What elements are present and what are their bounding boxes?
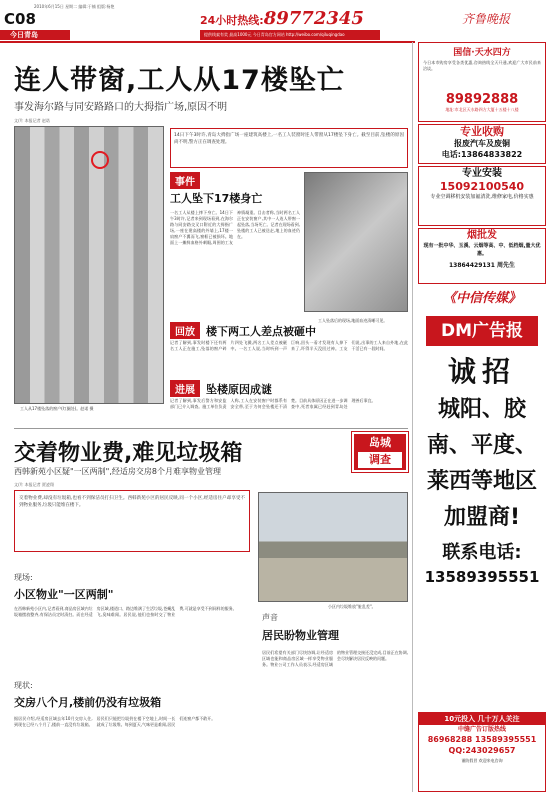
lead-section-replay <box>170 322 316 339</box>
ad-scrap-title: 专业收购 <box>460 125 504 138</box>
section-tag: 回放 <box>170 322 200 339</box>
section-heading: 楼下两工人差点被砸中 <box>206 324 316 338</box>
story-divider <box>14 428 408 429</box>
ad-dm-title: DM广告报 <box>426 316 538 346</box>
sub-links: 提供线索有奖 最高1000元 今日青岛官方网站 http://weibo.com/qiluqingdao <box>200 30 380 40</box>
second-section-status-body: 据居民介绍,经适房区域去年10月交房入住,到现在已经八个月了,楼前一直没有垃圾箱。居民们只能把垃圾扔在楼下空地上,时间一长就成了垃圾堆。每到夏天,气味更是难闻,居民们连窗户都不敢开。 <box>14 716 216 727</box>
section-small-heading: 声音 <box>262 613 278 622</box>
ad-seam-phones: 86968288 13589395551 QQ:243029657 <box>427 735 537 755</box>
lead-photo-1 <box>14 126 164 404</box>
hotline <box>200 8 364 29</box>
ad-dm-areas: 城阳、胶南、平度、莱西等地区加盟商! <box>426 397 537 530</box>
lead-title: 连人带窗,工人从17楼坠亡 <box>14 65 345 96</box>
badge-bottom: 调查 <box>358 452 402 468</box>
ad-tobacco-phone: 13864429131 周先生 <box>448 262 515 269</box>
ad-property-phone: 89892888 <box>445 92 519 107</box>
second-byline: 文/片 本报记者 贾凌翔 <box>14 482 54 487</box>
second-section-status <box>14 680 161 710</box>
ad-installation[interactable] <box>418 166 546 226</box>
brand-logo: 齐鲁晚报 <box>462 12 511 26</box>
lead-section-event-body: 一名工人从楼上摔下身亡。14日下午3时许,记者来到现场看到,在海尔路与同安路交叉口附近的大拇指广场,一座在建高楼的外墙上,17楼一扇窗户不翼而飞,窗框已被损坏。地面上一摊鲜血格外刺眼,周围的工友神情凝重。目击者称,当时两名工人正在安装窗户,其中一人连人带窗一起坠落,当场死亡。记者在现场看到,坠楼的工人已被送走,地上的血迹仍在。 <box>170 210 300 245</box>
section-small-heading: 现状: <box>14 681 33 690</box>
lead-photo-1-caption: 工人从17楼坠落的窗户(红圈处)。赵诺 摄 <box>20 406 94 411</box>
page-header <box>0 0 550 42</box>
second-photo <box>258 492 408 602</box>
second-section-scene <box>14 572 113 602</box>
ad-tobacco[interactable] <box>418 228 546 284</box>
section-heading: 坠楼原因成谜 <box>206 382 272 396</box>
column-divider <box>412 42 413 792</box>
lead-photo-2-caption: 工人坠落后的现场,地面血迹清晰可见。 <box>318 318 388 323</box>
badge-top: 岛城 <box>369 436 391 449</box>
section-small-heading: 现场: <box>14 573 33 582</box>
section-tag: 进展 <box>170 380 200 397</box>
lead-section-event-heading: 工人坠下17楼身亡 <box>170 192 263 205</box>
hotline-number: 89772345 <box>263 8 364 29</box>
island-survey-badge <box>352 432 408 472</box>
section-name: 今日青岛 <box>10 31 38 39</box>
ad-scrap-phone: 电话:13864833822 <box>441 150 523 159</box>
ad-property-note: 地址:市北区天水路四方大厦十五楼十八楼 <box>445 107 519 112</box>
ad-install-phone: 15092100540 <box>439 180 525 193</box>
section-heading: 小区物业"一区两制" <box>14 588 114 601</box>
page-number: C08 <box>4 10 36 28</box>
header-rule <box>0 41 415 43</box>
ad-dm-contact: 13589395551 <box>424 568 540 586</box>
ad-seam-sub: 中缝广告订版热线 <box>457 726 506 733</box>
ad-seam-title: 10元投入 几十万人关注 <box>419 713 545 725</box>
second-intro: 交着物业费,却没有垃圾箱,也看不到保洁员打扫卫生。西韩新苑小区的居民反映,同一个小区,经适房住户却享受不到物业服务,垃圾只能堆在楼下。 <box>14 490 250 552</box>
ad-seam-note: 谨防假冒 欢迎来电咨询 <box>461 758 503 763</box>
second-subtitle: 西韩新苑小区疑"一区两制",经适房交房8个月难享物业管理 <box>14 467 221 476</box>
ad-dm-contact-label: 联系电话: <box>442 542 522 563</box>
ad-property[interactable] <box>418 42 546 122</box>
section-tag: 事件 <box>170 172 200 189</box>
lead-intro: 14日下午3时许,青岛大拇指广场一座建筑高楼上,一名工人装窗时连人带窗从17楼坠下身亡。截至目前,坠楼的原因尚不明,警方正在调查处理。 <box>170 128 408 168</box>
ad-property-title: 国信·天水四方 <box>453 48 511 58</box>
second-section-voice-body: 居民们希望有关部门尽快协调,让经适房区域也能和商品房区域一样享受物业服务。物业公司工作人员表示,经适房区域的物业管理交接还没完成,目前正在协调,会尽快解决居民反映的问题。 <box>262 650 408 667</box>
section-heading: 交房八个月,楼前仍没有垃圾箱 <box>14 696 162 709</box>
ad-middle-seam[interactable] <box>418 712 546 792</box>
lead-section-progress <box>170 380 272 397</box>
second-photo-caption: 小区内垃圾堆放"脏乱差"。 <box>328 604 376 609</box>
hotline-label: 24小时热线: <box>200 14 264 27</box>
lead-byline: 文/片 本报记者 赵诺 <box>14 118 50 123</box>
second-section-voice <box>262 612 339 643</box>
ad-dm-brand: 《中信传媒》 <box>442 291 521 306</box>
second-title: 交着物业费,难见垃圾箱 <box>14 441 243 466</box>
lead-section-replay-body: 记者了解到,事发时楼下还有两名工人正在施工,坠落的窗户碎片四处飞溅,两名工人差点被砸中。一名工人说,当时听到一声巨响,回头一看才发现有人掉下来了,吓得半天没回过神。工友们说,出事的工人来自外地,在此干活已有一段时间。 <box>170 340 408 351</box>
fall-window-marker <box>91 151 109 169</box>
lead-photo-2 <box>304 172 408 312</box>
second-section-scene-body: 在西韩新苑小区内,记者看到,商品房区域内垃圾箱摆放整齐,有保洁员定时清扫。而在经适房区域,楼道口、路边堆满了生活垃圾,苍蝇乱飞,臭味难闻。居民说,他们也按时交了物业费,可就是享受不到同样的服务。 <box>14 606 237 617</box>
ad-dm-big: 诚招 <box>447 355 516 388</box>
ad-install-title: 专业安装 <box>462 168 502 179</box>
ad-scrap-sub: 报废汽车及废铜 <box>454 139 510 148</box>
ad-tobacco-title: 烟批发 <box>467 230 497 241</box>
lead-section-event <box>170 172 200 189</box>
ad-property-text: 今日本市购房享受各类优惠,咨询热线全天开通,欢迎广大市民前来洽谈。 <box>423 60 541 71</box>
ad-tobacco-text: 现有一批中华、玉溪、云烟等高、中、低档烟,量大优惠。 <box>423 243 541 257</box>
ad-install-text: 专业空调移机安装加氟清洗,维修家电,价格实惠 <box>430 194 534 200</box>
lead-subtitle: 事发海尔路与同安路路口的大拇指广场,原因不明 <box>14 102 228 113</box>
issue-date: 2010年6月15日 星期二 编辑:于楠 组版:杨艳 <box>34 4 115 9</box>
ad-scrap-car[interactable] <box>418 124 546 164</box>
ad-dm-media[interactable] <box>418 288 546 688</box>
section-heading: 居民盼物业管理 <box>262 629 339 642</box>
lead-section-progress-body: 记者了解到,事发后警方和安监部门已介入调查。施工单位负责人称,工人在安装窗户时都系有安全带,至于为何会坠楼还不清楚。目前具体原因正在进一步调查中,死者家属已经赶到青岛处理善后事宜。 <box>170 398 376 409</box>
